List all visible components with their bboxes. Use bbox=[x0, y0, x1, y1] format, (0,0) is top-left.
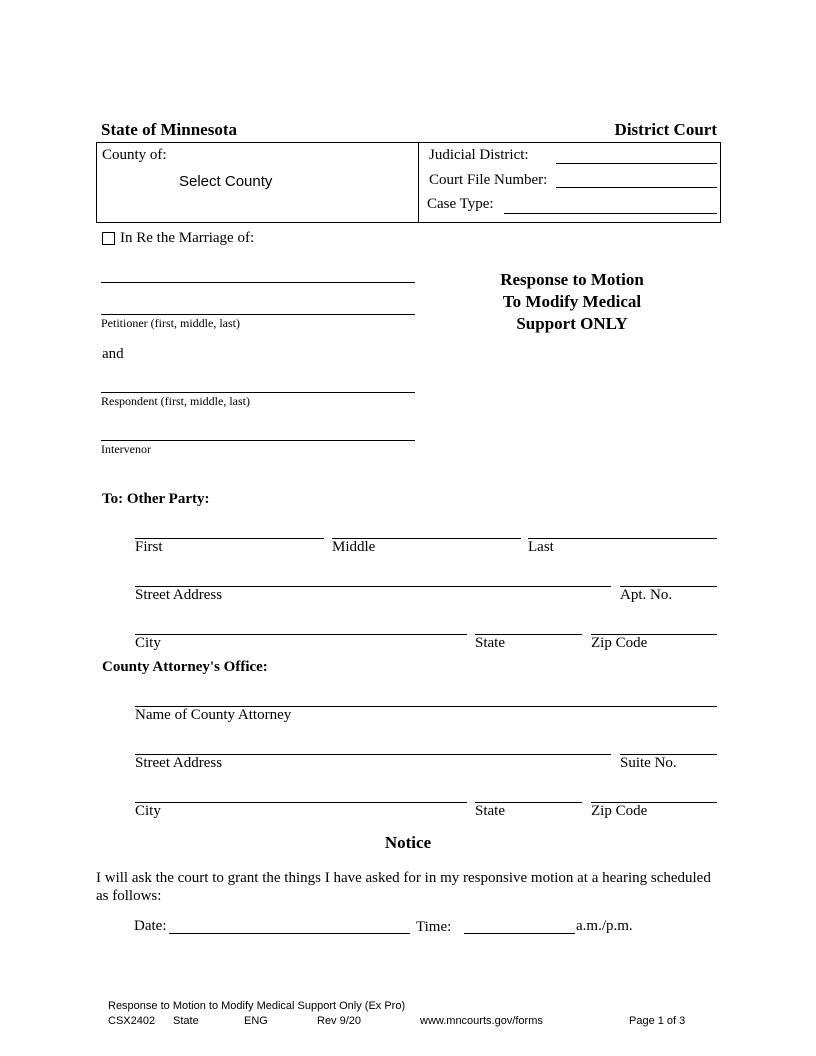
county-label: County of: bbox=[102, 147, 167, 163]
attorney-zip-label: Zip Code bbox=[591, 803, 648, 819]
middle-label: Middle bbox=[332, 539, 376, 555]
petitioner-line-1[interactable] bbox=[101, 282, 415, 283]
other-zip-label: Zip Code bbox=[591, 635, 648, 651]
other-city-line[interactable] bbox=[135, 634, 467, 635]
time-field[interactable] bbox=[464, 933, 575, 934]
other-state-label: State bbox=[475, 635, 505, 651]
last-label: Last bbox=[528, 539, 554, 555]
attorney-name-label: Name of County Attorney bbox=[135, 707, 292, 723]
court-file-number-field[interactable] bbox=[556, 187, 717, 188]
title-line-1: Response to Motion bbox=[500, 270, 644, 289]
notice-text: I will ask the court to grant the things I have asked for in my responsive motion at a hearing scheduled as follows: bbox=[96, 870, 711, 904]
attorney-city-line[interactable] bbox=[135, 802, 467, 803]
ampm-label: a.m./p.m. bbox=[576, 918, 633, 934]
attorney-state-label: State bbox=[475, 803, 505, 819]
intervenor-line[interactable] bbox=[101, 440, 415, 441]
intervenor-label: Intervenor bbox=[101, 442, 151, 456]
state-heading: State of Minnesota bbox=[101, 120, 237, 139]
title-line-2: To Modify Medical bbox=[502, 292, 642, 311]
caption-divider bbox=[418, 142, 419, 222]
case-type-label: Case Type: bbox=[427, 196, 494, 212]
footer-form-code: CSX2402 bbox=[108, 1015, 156, 1027]
judicial-district-label: Judicial District: bbox=[429, 147, 529, 163]
title-line-3: Support ONLY bbox=[516, 314, 628, 333]
petitioner-line-2[interactable] bbox=[101, 314, 415, 315]
respondent-label: Respondent (first, middle, last) bbox=[101, 394, 250, 408]
other-party-heading: To: Other Party: bbox=[102, 491, 210, 507]
court-heading: District Court bbox=[614, 120, 717, 139]
case-type-field[interactable] bbox=[504, 213, 717, 214]
first-name-line[interactable] bbox=[135, 538, 324, 539]
last-name-line[interactable] bbox=[528, 538, 717, 539]
marriage-checkbox[interactable] bbox=[102, 232, 115, 245]
county-select[interactable]: Select County bbox=[179, 173, 273, 190]
date-label: Date: bbox=[134, 918, 167, 934]
time-label: Time: bbox=[416, 919, 452, 935]
attorney-street-label: Street Address bbox=[135, 755, 223, 771]
court-file-number-label: Court File Number: bbox=[429, 172, 548, 188]
judicial-district-field[interactable] bbox=[556, 163, 717, 164]
petitioner-label: Petitioner (first, middle, last) bbox=[101, 316, 240, 330]
first-label: First bbox=[135, 539, 163, 555]
footer-page: Page 1 of 3 bbox=[629, 1015, 686, 1027]
attorney-suite-label: Suite No. bbox=[620, 755, 677, 771]
marriage-label: In Re the Marriage of: bbox=[120, 230, 255, 246]
and-label: and bbox=[102, 346, 124, 362]
county-attorney-heading: County Attorney's Office: bbox=[102, 659, 268, 675]
other-apt-label: Apt. No. bbox=[620, 587, 673, 603]
footer-jurisdiction: State bbox=[173, 1015, 199, 1027]
respondent-line[interactable] bbox=[101, 392, 415, 393]
other-city-label: City bbox=[135, 635, 161, 651]
other-street-label: Street Address bbox=[135, 587, 223, 603]
document-title bbox=[462, 269, 682, 335]
notice-heading: Notice bbox=[384, 833, 432, 852]
footer-url[interactable]: www.mncourts.gov/forms bbox=[420, 1015, 543, 1027]
attorney-city-label: City bbox=[135, 803, 161, 819]
footer-revision: Rev 9/20 bbox=[317, 1015, 362, 1027]
footer-language: ENG bbox=[244, 1015, 268, 1027]
footer-form-title: Response to Motion to Modify Medical Support Only (Ex Pro) bbox=[108, 1000, 406, 1012]
date-field[interactable] bbox=[169, 933, 410, 934]
